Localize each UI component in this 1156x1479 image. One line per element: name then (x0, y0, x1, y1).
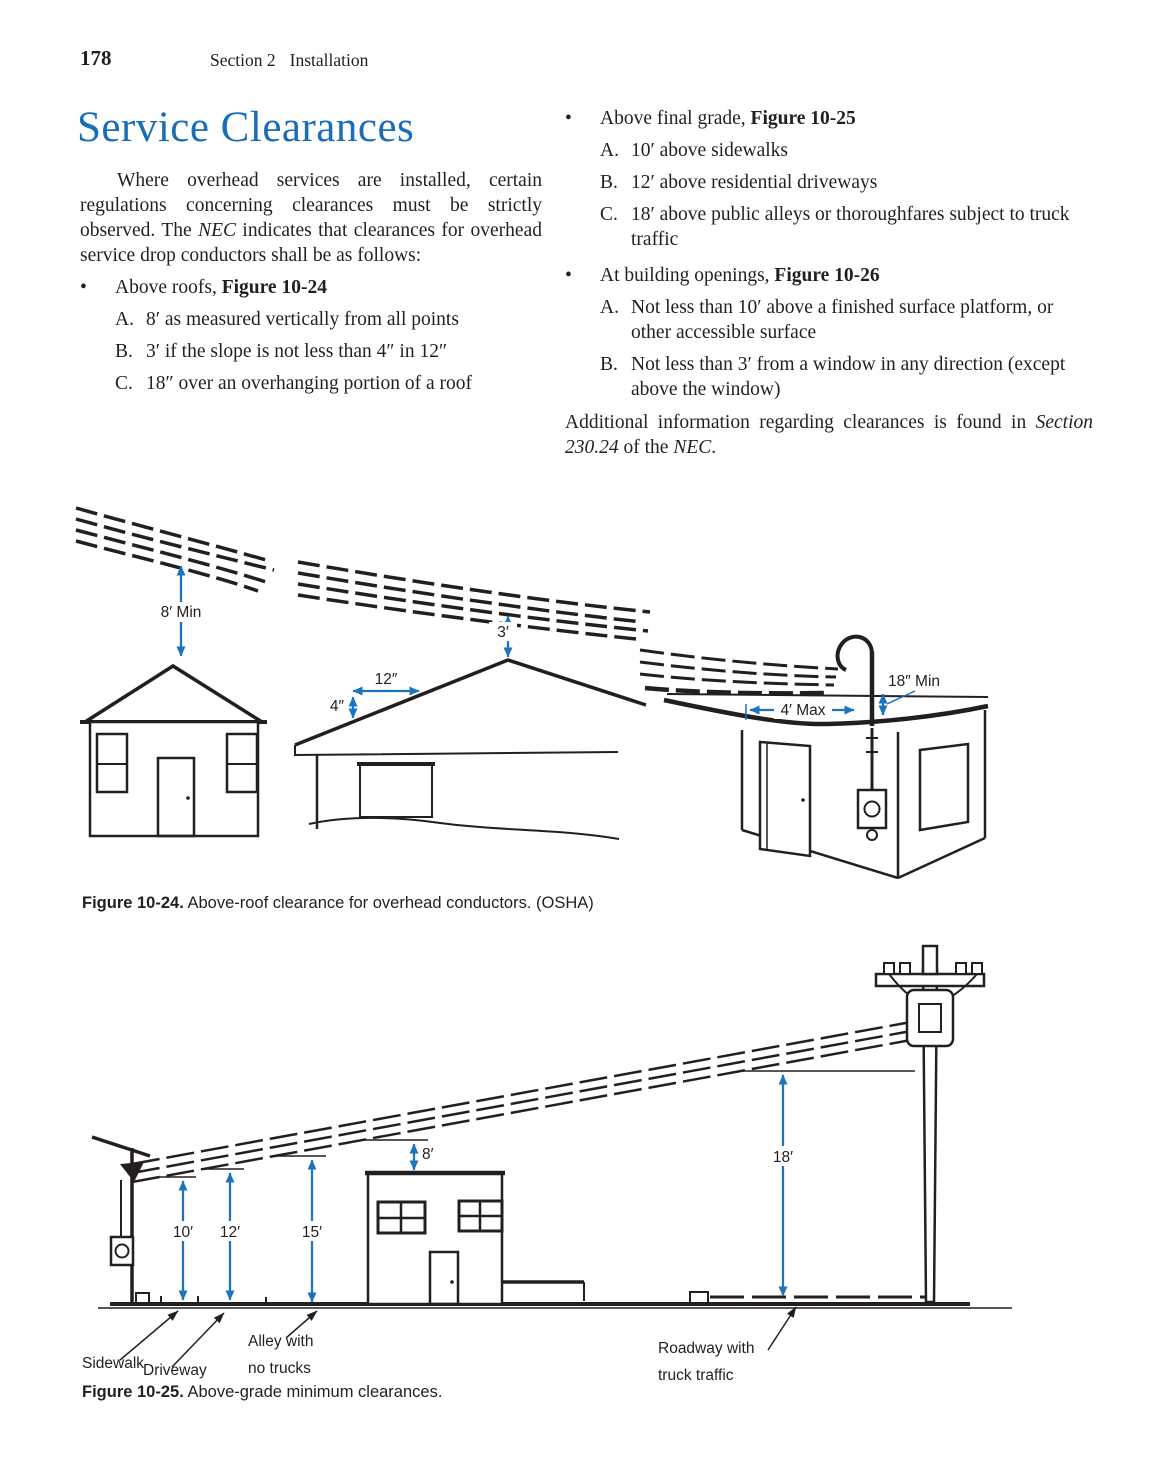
dimension-8ft-min (153, 566, 209, 656)
bullet-dot: • (565, 108, 572, 129)
dimension-label-12in: 12″ (374, 671, 398, 688)
bullet-dot: • (80, 277, 87, 298)
dimension-label-8ft: 8′ (422, 1146, 434, 1163)
list-item (600, 352, 1093, 402)
bullet-lead (115, 275, 542, 300)
figure-10-24-caption (82, 894, 782, 913)
list-item (115, 371, 542, 396)
item-letter: A. (115, 309, 134, 330)
height-reference-lines (158, 1071, 915, 1177)
list-item (600, 202, 1093, 252)
utility-pole (876, 946, 984, 1302)
dimension-label-18ft: 18′ (772, 1149, 794, 1166)
transformer (907, 990, 953, 1046)
garage-opening (357, 764, 435, 817)
service-wires (132, 1020, 922, 1182)
closing-text-3: . (711, 437, 717, 458)
intro-paragraph (80, 168, 542, 268)
dimension-4in (330, 697, 353, 718)
item-letter: C. (600, 204, 618, 225)
service-wires (640, 650, 838, 693)
caption-text: Above-grade minimum clearances. (183, 1383, 443, 1401)
dimension-label-8ft-min: 8′ Min (160, 604, 202, 621)
service-mast (838, 637, 878, 790)
intro-text: Where overhead services are installed, certain regulations concerning clearances must be strictly observed. The (80, 170, 542, 241)
item-text: 8′ as measured vertically from all points (146, 309, 459, 330)
section-ref-italic: Section 230.24 (565, 412, 1093, 458)
bullet-lead-text: Above roofs, (115, 277, 222, 298)
item-letter: B. (115, 341, 133, 362)
item-text: 12′ above residential driveways (631, 172, 878, 193)
running-header (210, 50, 368, 71)
left-column (80, 168, 542, 396)
bullet-lead (600, 106, 1093, 131)
label-alley-line1: Alley with (248, 1333, 314, 1350)
house (365, 1173, 505, 1304)
item-text: 3′ if the slope is not less than 4″ in 12″ (146, 341, 448, 362)
caption-text: Above-roof clearance for overhead conductors. (OSHA) (183, 894, 594, 912)
nec-italic: NEC (673, 437, 712, 458)
label-alley-line2: no trucks (248, 1360, 311, 1377)
dimension-label-3ft: 3′ (497, 624, 509, 641)
window (920, 744, 968, 830)
closing-text-2: of the (618, 437, 674, 458)
item-text: 10′ above sidewalks (631, 140, 788, 161)
running-header-section: Section 2 (210, 50, 276, 70)
figure-10-25-caption (82, 1383, 782, 1402)
label-roadway-line1: Roadway with (658, 1340, 755, 1357)
figure-ref-bold: Figure 10-25 (750, 108, 856, 129)
label-sidewalk: Sidewalk (82, 1355, 145, 1372)
dimension-18in-min (883, 673, 940, 715)
bullet-lead-text: At building openings, (600, 265, 775, 286)
callout-pointers (120, 1307, 796, 1367)
bullet-lead-text: Above final grade, (600, 108, 751, 129)
item-letter: B. (600, 354, 618, 375)
caption-label: Figure 10-24. (82, 894, 184, 912)
dimension-label-4in: 4″ (329, 698, 344, 715)
dimension-label-10ft: 10′ (172, 1224, 194, 1241)
item-text: Not less than 10′ above a finished surface platform, or other accessible surface (631, 297, 1054, 343)
dimension-label-4ft-max: 4′ Max (780, 702, 826, 719)
fig24-gabled-house-group (76, 508, 274, 836)
figure-10-24-diagram (70, 498, 1030, 898)
caption-label: Figure 10-25. (82, 1383, 184, 1401)
item-text: 18′ above public alleys or thoroughfares subject to truck traffic (631, 204, 1070, 250)
list-item (600, 138, 1093, 163)
surface-labels (82, 1333, 755, 1384)
door (760, 742, 810, 856)
running-header-chapter: Installation (289, 50, 369, 70)
item-letter: A. (600, 140, 619, 161)
list-item (600, 295, 1093, 345)
meter (111, 1237, 133, 1265)
intro-text-2: indicates that clearances for overhead service drop conductors shall be as follows: (80, 220, 542, 266)
fig24-sloped-roof-group (295, 562, 650, 839)
item-text: 18″ over an overhanging portion of a roof (146, 373, 472, 394)
closing-text: Additional information regarding clearances is found in (565, 412, 1036, 433)
label-driveway: Driveway (143, 1362, 207, 1379)
bullet-lead (600, 263, 1093, 288)
dimension-label-12ft: 12′ (219, 1224, 241, 1241)
ground-line (98, 1296, 1012, 1308)
service-wires (76, 508, 274, 591)
item-letter: A. (600, 297, 619, 318)
dimension-12in (353, 671, 419, 691)
right-column (565, 106, 1093, 460)
label-roadway-line2: truck traffic (658, 1367, 734, 1384)
nec-italic: NEC (198, 220, 236, 241)
figure-ref-bold: Figure 10-26 (774, 265, 880, 286)
dimension-label-15ft: 15′ (301, 1224, 323, 1241)
list-item (115, 339, 542, 364)
list-item (600, 170, 1093, 195)
figure-10-25-diagram (70, 930, 1020, 1390)
item-letter: B. (600, 172, 618, 193)
dimension-label-18in-min: 18″ Min (888, 673, 941, 690)
bullet-above-final-grade (565, 106, 1093, 131)
list-item (115, 307, 542, 332)
bullet-above-roofs (80, 275, 542, 300)
page-number: 178 (80, 46, 112, 70)
figure-ref-bold: Figure 10-24 (221, 277, 327, 298)
item-letter: C. (115, 373, 133, 394)
bullet-at-building-openings (565, 263, 1093, 288)
service-wires (298, 562, 650, 639)
roadway-curb (502, 1282, 930, 1303)
dimension-3ft (489, 616, 517, 657)
bullet-dot: • (565, 265, 572, 286)
page-title: Service Clearances (77, 104, 415, 151)
item-text: Not less than 3′ from a window in any direction (except above the window) (631, 354, 1066, 400)
closing-paragraph (565, 410, 1093, 460)
meter (858, 790, 886, 840)
